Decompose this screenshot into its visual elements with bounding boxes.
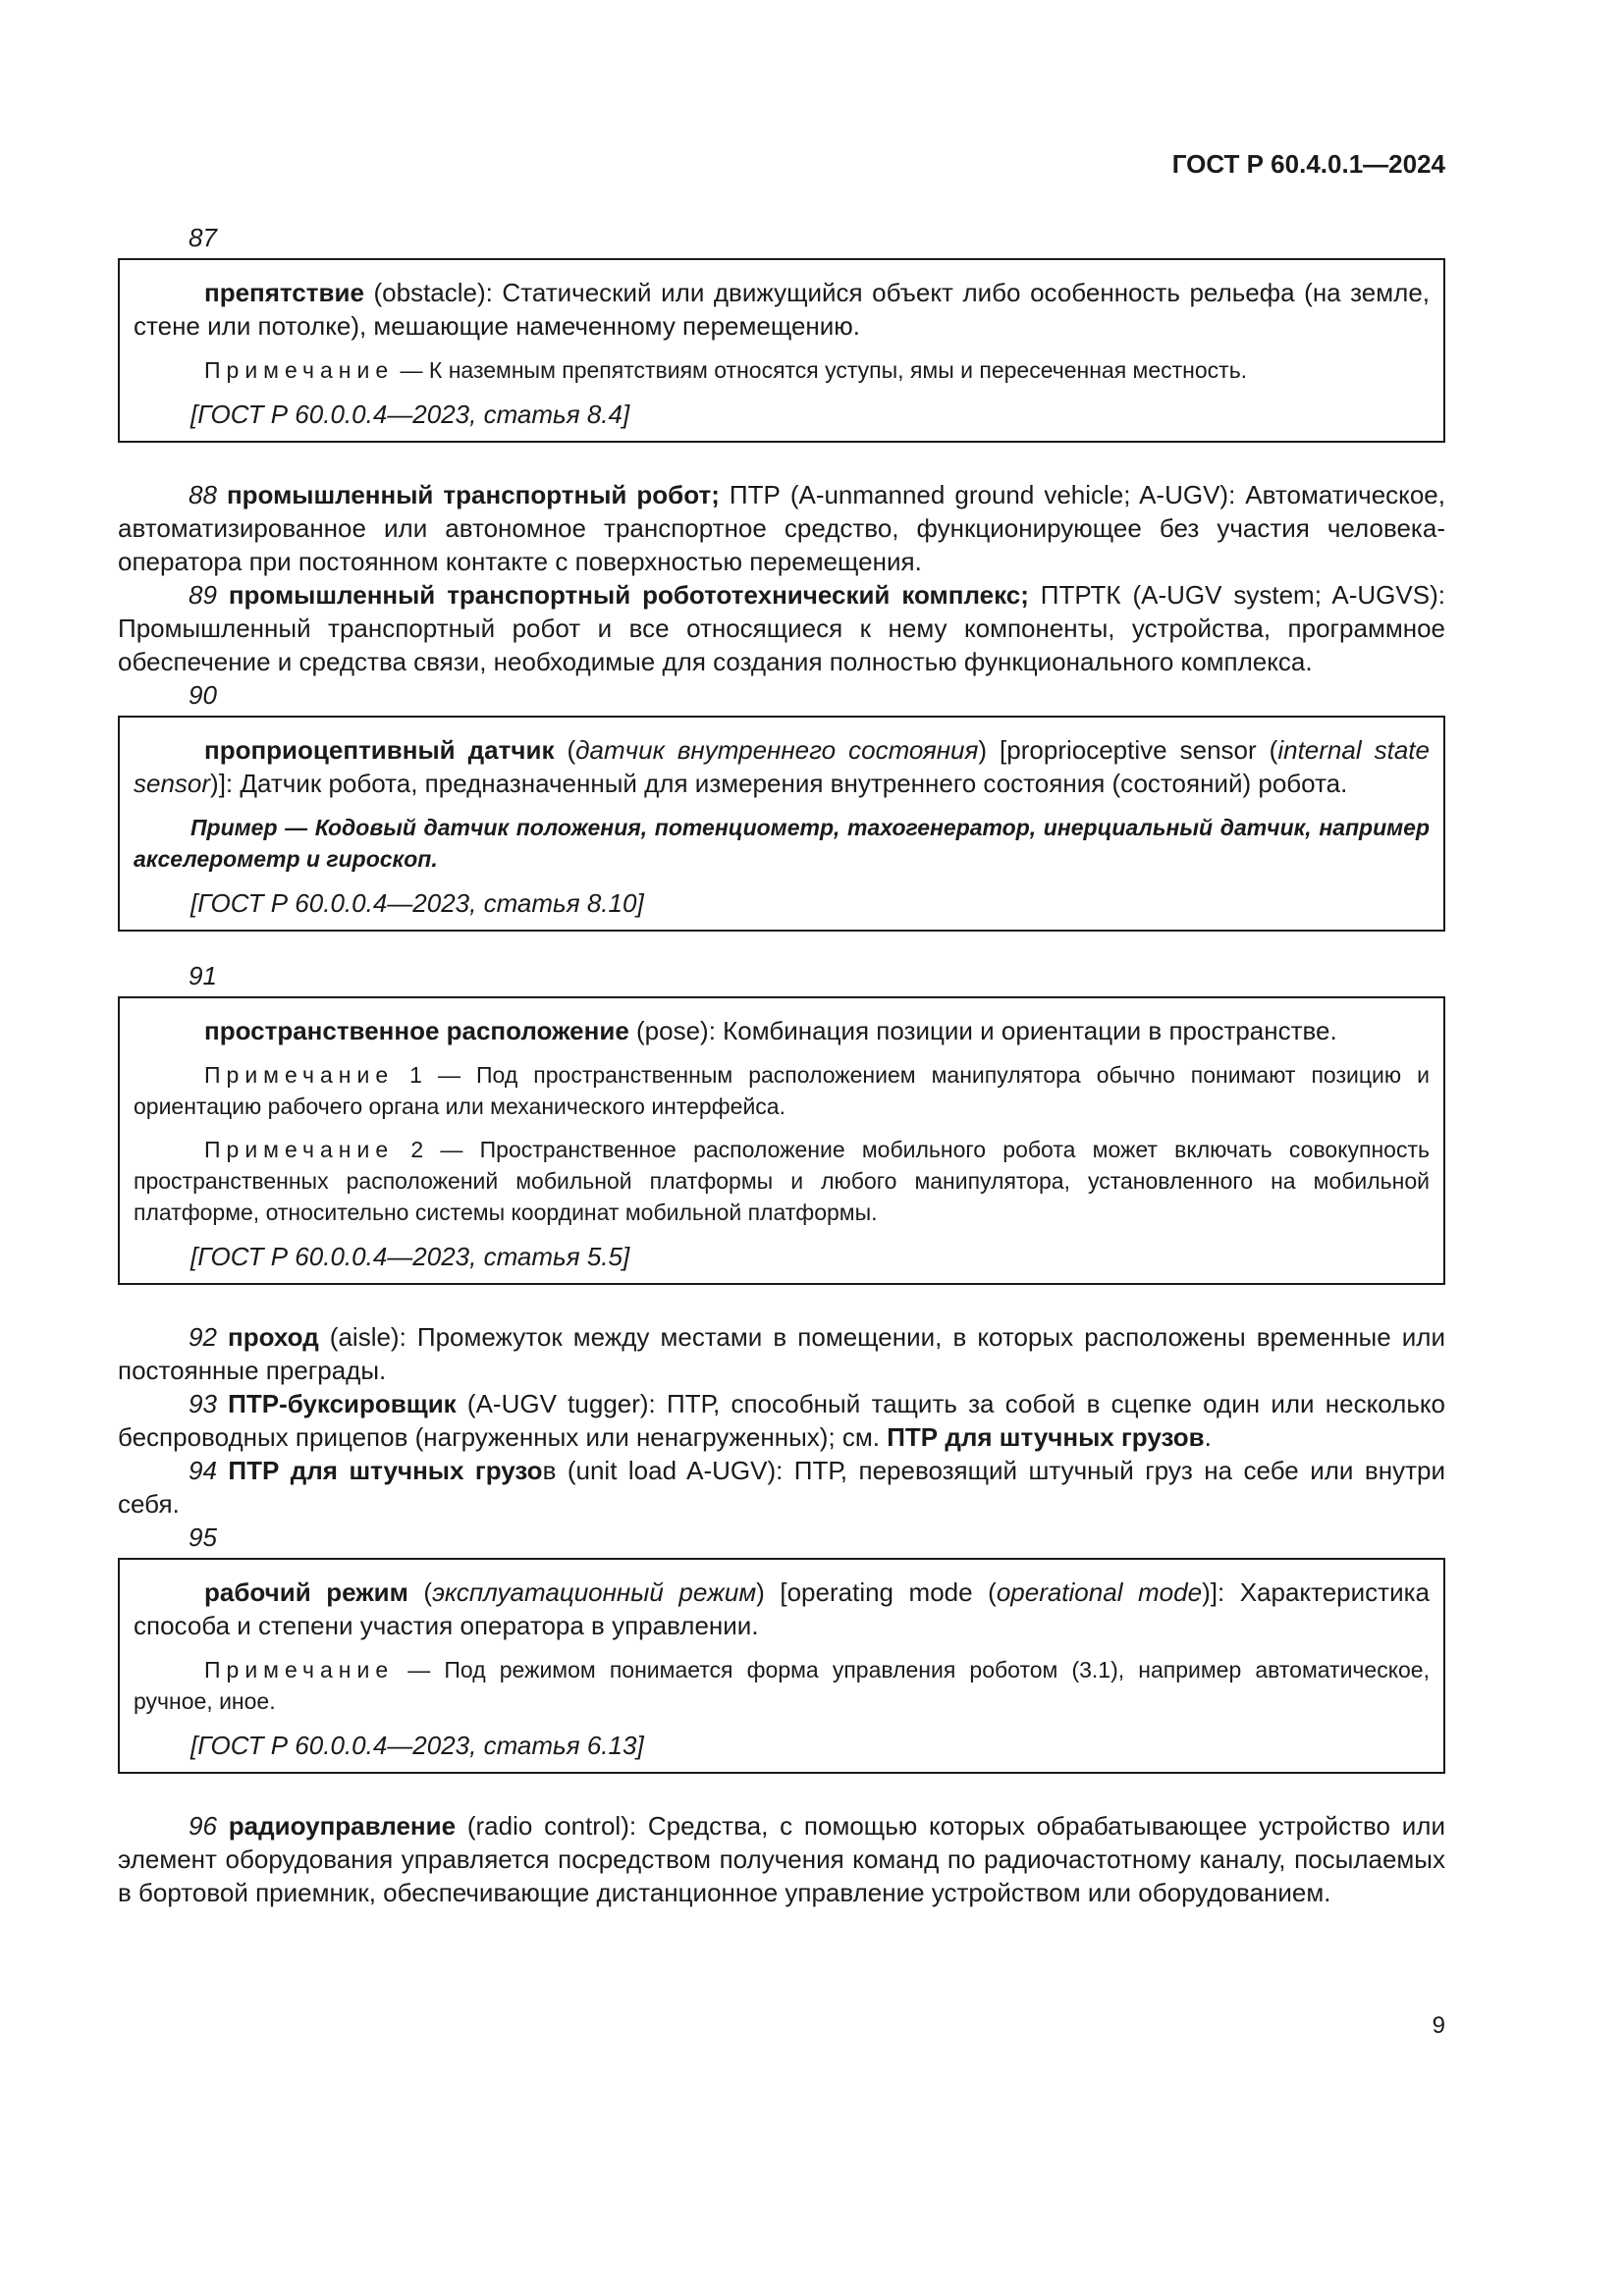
note-text: 1 — Под пространственным расположением манипулятора обычно понимают позицию и ориентацию рабочего органа или механического интерфейса.	[134, 1062, 1430, 1119]
source-reference: [ГОСТ Р 60.0.0.4—2023, статья 5.5]	[190, 1242, 630, 1271]
term: радиоуправление	[228, 1811, 457, 1841]
note-label: Примечание	[204, 1657, 395, 1682]
term-paragraph	[118, 578, 1445, 678]
term-paragraph: 94 ПТР для штучных грузов (unit load A-UGV): ПТР, перевозящий штучный груз на себе или внутри себя.	[118, 1456, 1445, 1519]
definition-text: (unit load A-UGV): ПТР, перевозящий штучный груз на себе или внутри себя.	[118, 1456, 1445, 1519]
term-box	[118, 1558, 1445, 1774]
definition-text: (pose): Комбинация позиции и ориентации в пространстве.	[628, 1016, 1337, 1045]
note-text: 2 — Пространственное расположение мобильного робота может включать совокупность пространственных расположений мобильной платформы и любого манипулятора, установленного на мобильной платформе, относительно системы координат мобильной платформы.	[134, 1137, 1430, 1225]
note-text: — К наземным препятствиям относятся уступы, ямы и пересеченная местность.	[394, 357, 1248, 383]
term: пространственное расположение	[204, 1016, 629, 1045]
note-text: — Под режимом понимается форма управления роботом (3.1), например автоматическое, ручное, иное.	[134, 1657, 1430, 1714]
term-box	[118, 996, 1445, 1285]
source-reference: [ГОСТ Р 60.0.0.4—2023, статья 8.4]	[190, 400, 630, 429]
definition-text: (radio control): Средства, с помощью которых обрабатывающее устройство или элемент оборудования управляется посредством получения команд по радиочастотному каналу, посылаемых в бортовой приемник, обеспечивающие дистанционное управление устройством или оборудованием.	[118, 1811, 1445, 1907]
term-definition: проприоцептивный датчик (датчик внутреннего состояния) [proprioceptive sensor (internal state sensor)]: Датчик робота, предназначенный для измерения внутреннего состояния (состояний) робота.	[134, 735, 1430, 798]
entry-number: 88	[189, 480, 217, 509]
note	[134, 1134, 1430, 1228]
definition-text: ПТР (A-unmanned ground vehicle; A-UGV): Автоматическое, автоматизированное или автономное транспортное средство, функционирующее без участия человека-оператора при постоянном контакте с поверхностью перемещения.	[118, 480, 1445, 576]
entry-number: 87	[189, 223, 217, 252]
entry-number: 94	[189, 1456, 217, 1485]
entry-number: 91	[189, 961, 217, 990]
term: ПТР для штучных грузо	[228, 1456, 543, 1485]
term-english-synonym: internal state sensor	[134, 735, 1430, 798]
term-paragraph	[118, 478, 1445, 578]
definition-text: : Статический или движущийся объект либо особенность рельефа (на земле, стене или потолке), мешающие намеченному перемещению.	[134, 278, 1431, 341]
cross-reference: ПТР для штучных грузов	[887, 1422, 1205, 1452]
source-reference: [ГОСТ Р 60.0.0.4—2023, статья 6.13]	[190, 1731, 644, 1760]
term-english: (obstacle)	[363, 278, 486, 307]
term-paragraph	[118, 1809, 1445, 1909]
note	[134, 354, 1430, 386]
note-label: Примечание	[204, 1137, 395, 1162]
entry-number: 90	[189, 680, 217, 710]
definition-text: )]: Характеристика способа и степени участия оператора в управлении.	[134, 1577, 1430, 1640]
example-text: Пример — Кодовый датчик положения, потенциометр, тахогенератор, инерциальный датчик, например акселерометр и гироскоп.	[134, 815, 1430, 872]
term-paragraph: 93 ПТР-буксировщик (A-UGV tugger): ПТР, способный тащить за собой в сцепке один или несколько беспроводных прицепов (нагруженных или ненагруженных); см. ПТР для штучных грузов.	[118, 1389, 1445, 1452]
standard-header: ГОСТ Р 60.4.0.1—2024	[1171, 149, 1445, 179]
definition-text: (A-UGV tugger): ПТР, способный тащить за собой в сцепке один или несколько беспроводных прицепов (нагруженных или ненагруженных); см.	[118, 1389, 1445, 1452]
definition-text: ПТРТК (A-UGV system; A-UGVS): Промышленный транспортный робот и все относящиеся к нему компоненты, устройства, программное обеспечение и средства связи, необходимые для создания полностью функционального комплекса.	[118, 580, 1445, 676]
page-number: 9	[1432, 2012, 1445, 2039]
term-definition	[134, 1014, 1430, 1047]
term: промышленный транспортный робототехнический комплекс;	[228, 580, 1029, 610]
source-reference: [ГОСТ Р 60.0.0.4—2023, статья 8.10]	[190, 888, 644, 918]
note-label: Примечание	[204, 1062, 395, 1088]
term: проприоцептивный датчик	[204, 735, 555, 765]
term: ПТР-буксировщик	[228, 1389, 457, 1418]
entry-number: 95	[189, 1522, 217, 1552]
term-definition: рабочий режим (эксплуатационный режим) [operating mode (operational mode)]: Характеристика способа и степени участия оператора в управлении.	[134, 1577, 1430, 1640]
term-box	[118, 258, 1445, 443]
entry-number: 96	[189, 1811, 217, 1841]
term-paragraph	[118, 1320, 1445, 1387]
page-content	[118, 221, 1445, 1909]
term-box	[118, 716, 1445, 932]
definition-text: )]: Датчик робота, предназначенный для измерения внутреннего состояния (состояний) робота.	[210, 769, 1348, 798]
note	[134, 1059, 1430, 1122]
term-synonym: эксплуатационный режим	[432, 1577, 757, 1607]
term: промышленный транспортный робот;	[226, 480, 720, 509]
term-synonym: датчик внутреннего состояния	[575, 735, 979, 765]
note	[134, 1654, 1430, 1717]
term: рабочий режим	[204, 1577, 408, 1607]
term-definition	[134, 276, 1430, 343]
note-label: Примечание	[204, 357, 395, 383]
term: проход	[228, 1322, 319, 1352]
term: препятствие	[204, 278, 364, 307]
entry-number: 92	[189, 1322, 217, 1352]
entry-number: 89	[189, 580, 217, 610]
entry-number: 93	[189, 1389, 217, 1418]
term-english-synonym: operational mode	[996, 1577, 1203, 1607]
definition-text: (aisle): Промежуток между местами в помещении, в которых расположены временные или постоянные преграды.	[118, 1322, 1445, 1385]
